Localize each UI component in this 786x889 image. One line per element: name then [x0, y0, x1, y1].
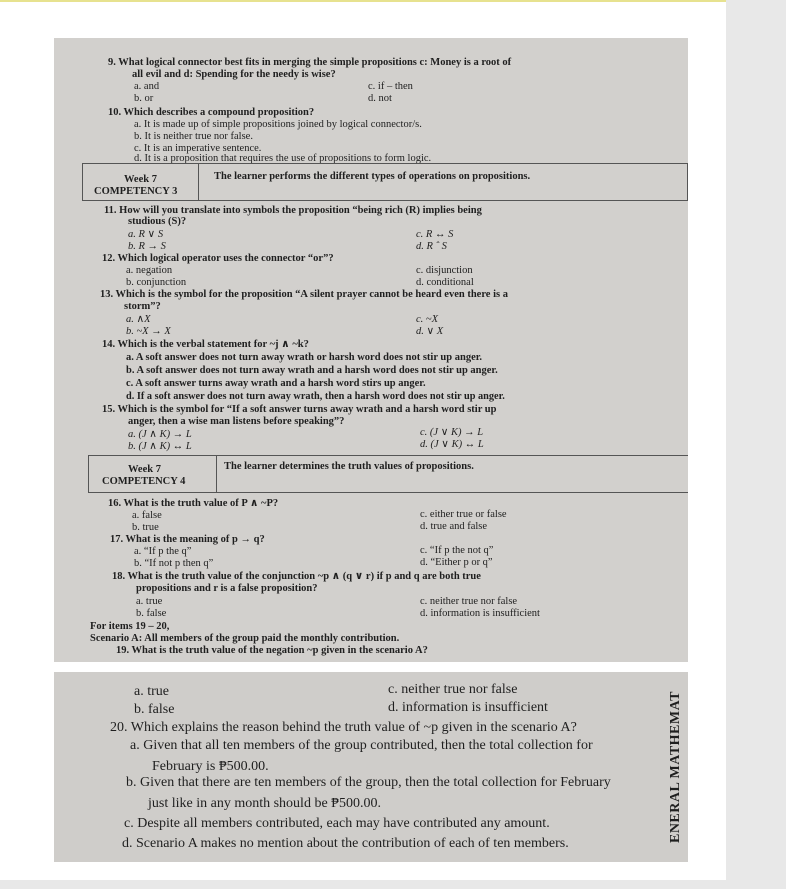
q15-option-d: d. (J ∨ K) ↔ L [420, 439, 484, 450]
q16-stem: 16. What is the truth value of P ∧ ~P? [108, 498, 279, 509]
q15-option-c: c. (J ∨ K) → L [420, 427, 484, 438]
q11-option-a: a. R ∨ S [128, 229, 164, 240]
q14-option-b: b. A soft answer does not turn away wrath and a harsh word does not stir up anger. [126, 365, 498, 376]
right-side-panel [726, 0, 786, 889]
q14-option-a: a. A soft answer does not turn away wrath or harsh word does not stir up anger. [126, 352, 483, 363]
scenario-a: Scenario A: All members of the group paid the monthly contribution. [90, 633, 400, 644]
q19-option-c: c. neither true nor false [388, 682, 518, 697]
q12-stem: 12. Which logical operator uses the connector “or”? [102, 253, 334, 264]
q19-option-a: a. true [134, 684, 169, 699]
q16-option-b: b. true [132, 522, 159, 533]
q18-stem-line-2: propositions and r is a false proposition? [136, 583, 318, 594]
q16-option-a: a. false [132, 510, 162, 521]
q12-option-a: a. negation [126, 265, 173, 276]
q14-stem: 14. Which is the verbal statement for ~j ∧ ~k? [102, 339, 309, 350]
q13-option-a: a. ∧X [126, 314, 151, 325]
competency-4-description: The learner determines the truth values of propositions. [224, 461, 474, 472]
top-accent-line [0, 0, 728, 2]
q10-option-d: d. It is a proposition that requires the use of propositions to form logic. [134, 153, 432, 164]
exam-page-photo-2 [54, 672, 688, 862]
competency-4-week: Week 7 [128, 464, 161, 475]
q20-option-b-line-1: b. Given that there are ten members of the group, then the total collection for February [126, 775, 611, 790]
exam-page-photo-1 [54, 38, 688, 662]
q17-option-c: c. “If p the not q” [420, 545, 494, 556]
q15-option-b: b. (J ∧ K) ↔ L [128, 441, 192, 452]
q18-option-d: d. information is insufficient [420, 608, 540, 619]
q20-option-b-line-2: just like in any month should be ₱500.00. [148, 796, 381, 811]
q13-option-c: c. ~X [416, 314, 439, 325]
q18-option-a: a. true [136, 596, 163, 607]
q14-option-d: d. If a soft answer does not turn away wrath, then a harsh word does not stir up anger. [126, 391, 505, 402]
q10-option-b: b. It is neither true nor false. [134, 131, 253, 142]
q19-option-d: d. information is insufficient [388, 700, 548, 715]
q10-option-a: a. It is made up of simple propositions joined by logical connector/s. [134, 119, 422, 130]
q17-option-b: b. “If not p then q” [134, 558, 214, 569]
q15-option-a: a. (J ∧ K) → L [128, 429, 192, 440]
q15-stem-line-2: anger, then a wise man listens before speaking”? [128, 416, 345, 427]
q10-stem: 10. Which describes a compound proposition? [108, 107, 315, 118]
q20-stem: 20. Which explains the reason behind the truth value of ~p given in the scenario A? [110, 720, 577, 735]
q18-stem-line-1: 18. What is the truth value of the conjunction ~p ∧ (q ∨ r) if p and q are both true [112, 571, 481, 582]
q11-option-b: b. R → S [128, 241, 166, 252]
q16-option-d: d. true and false [420, 521, 488, 532]
q9-option-d: d. not [368, 93, 392, 104]
q10-option-c: c. It is an imperative sentence. [134, 143, 262, 154]
q20-option-c: c. Despite all members contributed, each may have contributed any amount. [124, 816, 550, 831]
q11-stem-line-1: 11. How will you translate into symbols the proposition “being rich (R) implies being [104, 205, 482, 216]
q12-option-c: c. disjunction [416, 265, 473, 276]
q13-option-b: b. ~X → X [126, 326, 171, 337]
q13-option-d: d. ∨ X [416, 326, 444, 337]
q11-option-c: c. R ↔ S [416, 229, 454, 240]
q9-stem-line-1: 9. What logical connector best fits in merging the simple propositions c: Money is a root of [108, 57, 512, 68]
q15-stem-line-1: 15. Which is the symbol for “If a soft answer turns away wrath and a harsh word stir up [102, 404, 497, 415]
competency-3-week: Week 7 [124, 174, 157, 185]
q17-stem: 17. What is the meaning of p → q? [110, 534, 265, 545]
side-vertical-text: ENERAL MATHEMAT [668, 690, 683, 844]
q9-option-a: a. and [134, 81, 160, 92]
q20-option-a-line-1: a. Given that all ten members of the group contributed, then the total collection for [130, 738, 593, 753]
q14-option-c: c. A soft answer turns away wrath and a harsh word stirs up anger. [126, 378, 426, 389]
q20-option-d: d. Scenario A makes no mention about the contribution of each of ten members. [122, 836, 569, 851]
competency-3-divider [198, 164, 199, 200]
competency-3-label: COMPETENCY 3 [94, 186, 178, 197]
q12-option-b: b. conjunction [126, 277, 187, 288]
competency-3-description: The learner performs the different types of operations on propositions. [214, 171, 531, 182]
competency-4-label: COMPETENCY 4 [102, 476, 186, 487]
q9-option-b: b. or [134, 93, 154, 104]
q17-option-d: d. “Either p or q” [420, 557, 493, 568]
q9-option-c: c. if – then [368, 81, 413, 92]
q9-stem-line-2: all evil and d: Spending for the needy is wise? [132, 69, 336, 80]
q11-stem-line-2: studious (S)? [128, 216, 187, 227]
q16-option-c: c. either true or false [420, 509, 507, 520]
q18-option-c: c. neither true nor false [420, 596, 518, 607]
bottom-bar [0, 880, 786, 889]
q20-option-a-line-2: February is ₱500.00. [152, 759, 269, 774]
q19-option-b: b. false [134, 702, 175, 717]
q11-option-d: d. R ˆ S [416, 241, 447, 252]
q13-stem-line-1: 13. Which is the symbol for the proposition “A silent prayer cannot be heard even there is a [100, 289, 508, 300]
q18-option-b: b. false [136, 608, 167, 619]
q19-stem: 19. What is the truth value of the negation ~p given in the scenario A? [116, 645, 428, 656]
competency-4-divider [216, 456, 217, 492]
items-note: For items 19 – 20, [90, 621, 170, 632]
q13-stem-line-2: storm”? [124, 301, 161, 312]
q12-option-d: d. conditional [416, 277, 474, 288]
q17-option-a: a. “If p the q” [134, 546, 192, 557]
